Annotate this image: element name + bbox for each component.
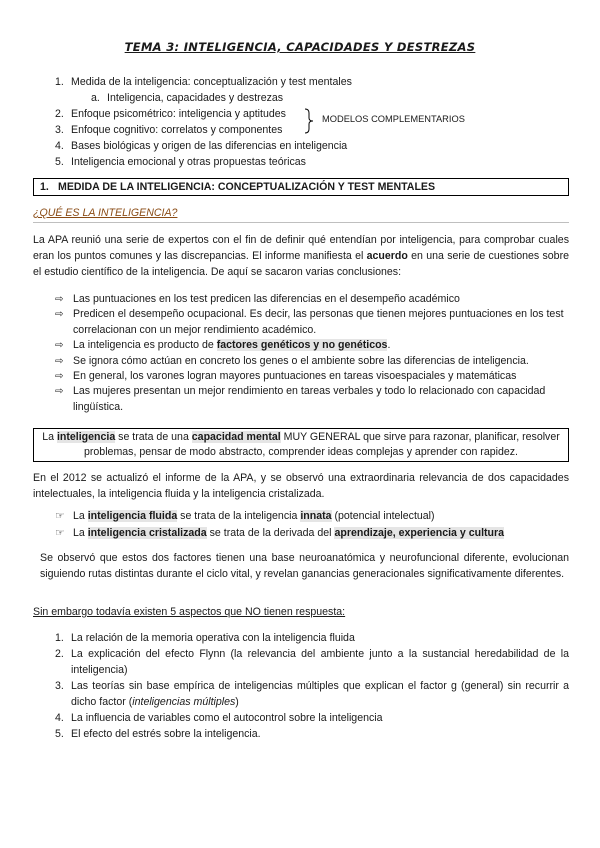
section-heading: 1. MEDIDA DE LA INTELIGENCIA: CONCEPTUALIZACIÓN Y TEST MENTALES bbox=[33, 178, 569, 196]
list-item: 3. Las teorías sin base empírica de inteligencias múltiples que explican el factor g (general) sin recurrir a dicho factor (inteligencias múltiples) bbox=[55, 680, 569, 708]
subheading: ¿QUÉ ES LA INTELIGENCIA? bbox=[33, 207, 569, 223]
list-item: 4. La influencia de variables como el autocontrol sobre la inteligencia bbox=[55, 712, 383, 724]
toc-item: 4. Bases biológicas y origen de las diferencias en inteligencia bbox=[55, 140, 348, 152]
curly-brace-icon bbox=[304, 108, 314, 134]
list-item: 2. La explicación del efecto Flynn (la relevancia del ambiente junto a la sustancial heredabilidad de la inteligencia) bbox=[55, 648, 569, 676]
definition-box: La inteligencia se trata de una capacidad mental MUY GENERAL que sirve para razonar, planificar, resolver problemas, pensar de modo abstracto, comprender ideas complejas y aprender con rapidez. bbox=[33, 428, 569, 462]
intro-paragraph: La APA reunió una serie de expertos con el fin de definir qué entendían por inteligencia, para comprobar cuales eran los puntos comunes y las discrepancias. El informe manifiesta el acuerdo en una serie de cuestiones sobre el estudio científico de la inteligencia. De aquí se sacaron varias conclusiones: bbox=[33, 234, 569, 278]
list-item: ⇨ Predicen el desempeño ocupacional. Es decir, las personas que tienen mejores puntuaciones en los test correlacionan con un mejor rendimiento académico. bbox=[55, 308, 564, 336]
list-item: ⇨ Se ignora cómo actúan en concreto los genes o el ambiente sobre las diferencias de inteligencia. bbox=[55, 354, 569, 369]
arrow-right-icon: ⇨ bbox=[55, 386, 64, 398]
list-item: 5. El efecto del estrés sobre la inteligencia. bbox=[55, 728, 261, 740]
list-item: ☞ La inteligencia fluida se trata de la inteligencia innata (potencial intelectual) bbox=[55, 508, 569, 525]
toc-subitem: a. Inteligencia, capacidades y destrezas bbox=[91, 92, 284, 104]
list-item: ⇨ La inteligencia es producto de factores genéticos y no genéticos. bbox=[55, 338, 569, 353]
list-item: ⇨ Las puntuaciones en los test predicen las diferencias en el desempeño académico bbox=[55, 292, 569, 307]
pointing-hand-icon: ☞ bbox=[55, 510, 65, 522]
conclusions-list bbox=[55, 292, 569, 415]
open-questions-heading: Sin embargo todavía existen 5 aspectos que NO tienen respuesta: bbox=[33, 606, 346, 618]
list-item: ☞ La inteligencia cristalizada se trata de la derivada del aprendizaje, experiencia y cultura bbox=[55, 525, 569, 542]
arrow-right-icon: ⇨ bbox=[55, 294, 64, 305]
toc-item: 5. Inteligencia emocional y otras propuestas teóricas bbox=[55, 156, 306, 168]
brace-label: MODELOS COMPLEMENTARIOS bbox=[322, 114, 465, 124]
factors-paragraph: Se observó que estos dos factores tienen una base neuroanatómica y neurofuncional diferente, evolucionan siguiendo rutas distintas durante el ciclo vital, y revelan ganancias generacionales significativamente diferentes. bbox=[40, 552, 569, 580]
list-item: 1. La relación de la memoria operativa con la inteligencia fluida bbox=[55, 632, 355, 644]
update-paragraph: En el 2012 se actualizó el informe de la APA, y se observó una extraordinaria relevancia de dos capacidades intelectuales, la inteligencia fluida y la inteligencia cristalizada. bbox=[33, 472, 569, 500]
toc-item: 1. Medida de la inteligencia: conceptualización y test mentales bbox=[55, 76, 352, 88]
list-item: ⇨ En general, los varones logran mayores puntuaciones en tareas visoespaciales y matemáticas bbox=[55, 369, 569, 384]
arrow-right-icon: ⇨ bbox=[55, 355, 64, 367]
page-title: TEMA 3: INTELIGENCIA, CAPACIDADES Y DESTREZAS bbox=[124, 40, 476, 54]
open-questions-list bbox=[55, 630, 569, 742]
arrow-right-icon: ⇨ bbox=[55, 340, 64, 352]
pointing-hand-icon: ☞ bbox=[55, 527, 65, 539]
intelligence-types-list bbox=[55, 508, 569, 542]
arrow-right-icon: ⇨ bbox=[55, 309, 64, 321]
arrow-right-icon: ⇨ bbox=[55, 371, 64, 383]
toc-item: 3. Enfoque cognitivo: correlatos y componentes bbox=[55, 124, 283, 136]
toc-item: 2. Enfoque psicométrico: inteligencia y aptitudes bbox=[55, 108, 286, 120]
list-item: ⇨ Las mujeres presentan un mejor rendimiento en tareas verbales y todo lo relacionado con capacidad lingüística. bbox=[55, 385, 546, 413]
